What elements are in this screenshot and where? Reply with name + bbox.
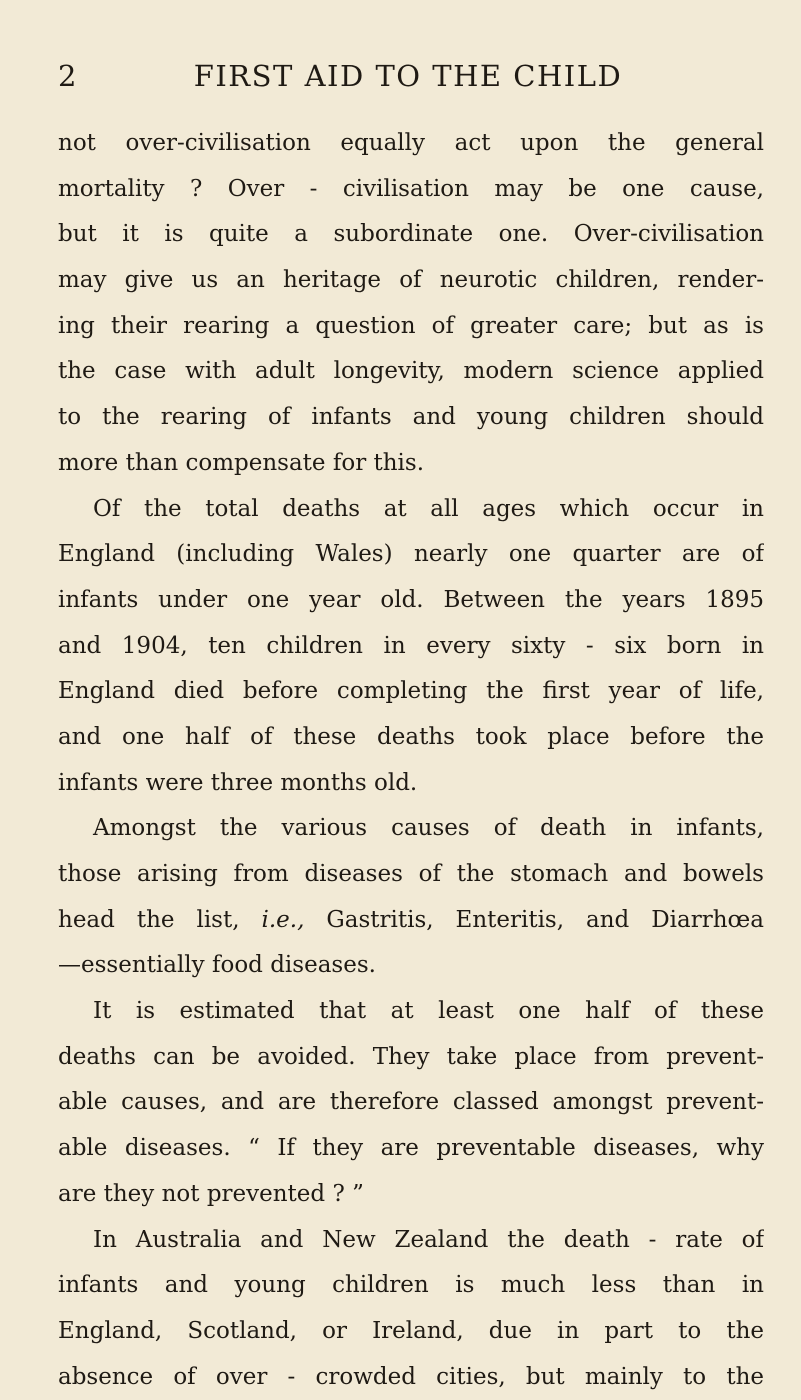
text-line: more than compensate for this. <box>58 449 425 476</box>
text-line: the case with adult longevity, modern science applied <box>58 358 764 385</box>
text-segment: head the list, <box>58 906 262 933</box>
text-line: —essentially food diseases. <box>58 952 376 979</box>
body-text <box>58 121 764 1400</box>
paragraph-start-line: It is estimated that at least one half of these <box>93 998 764 1025</box>
text-line: and 1904, ten children in every sixty - six born in <box>58 632 764 659</box>
text-segment: Gastritis, Enteritis, and Diarrhœa <box>304 906 764 933</box>
text-line: are they not prevented ? ” <box>58 1180 364 1207</box>
paragraph-start-line: Amongst the various causes of death in infants, <box>93 815 764 842</box>
text-line: England (including Wales) nearly one quarter are of <box>58 541 764 568</box>
page-number: 2 <box>58 59 77 93</box>
text-line <box>58 898 764 944</box>
text-line: infants and young children is much less than in <box>58 1272 764 1299</box>
text-line: infants under one year old. Between the years 1895 <box>58 586 764 613</box>
text-line: England, Scotland, or Ireland, due in part to the <box>58 1317 764 1344</box>
text-line: mortality ? Over - civilisation may be one cause, <box>58 175 764 202</box>
paragraph-start-line: In Australia and New Zealand the death - rate of <box>93 1226 764 1253</box>
text-line: ing their rearing a question of greater care; but as is <box>58 312 764 339</box>
text-line: to the rearing of infants and young children should <box>58 404 764 431</box>
text-line: and one half of these deaths took place before the <box>58 723 764 750</box>
text-line: may give us an heritage of neurotic children, render- <box>58 267 764 294</box>
text-line: absence of over - crowded cities, but mainly to the <box>58 1363 764 1390</box>
text-line: able diseases. “ If they are preventable diseases, why <box>58 1135 764 1162</box>
paragraph-start-line: Of the total deaths at all ages which occur in <box>93 495 764 522</box>
page-header <box>58 56 758 100</box>
running-title: FIRST AID TO THE CHILD <box>193 59 623 93</box>
text-line: but it is quite a subordinate one. Over-civilisation <box>58 221 764 248</box>
text-line: infants were three months old. <box>58 769 418 796</box>
text-line: able causes, and are therefore classed amongst prevent- <box>58 1089 764 1116</box>
text-line: those arising from diseases of the stomach and bowels <box>58 861 764 887</box>
italic-abbreviation: i.e., <box>261 906 305 933</box>
text-line: England died before completing the first year of life, <box>58 678 764 705</box>
text-line: not over-civilisation equally act upon the general <box>58 130 764 156</box>
text-line: deaths can be avoided. They take place from prevent- <box>58 1043 764 1070</box>
